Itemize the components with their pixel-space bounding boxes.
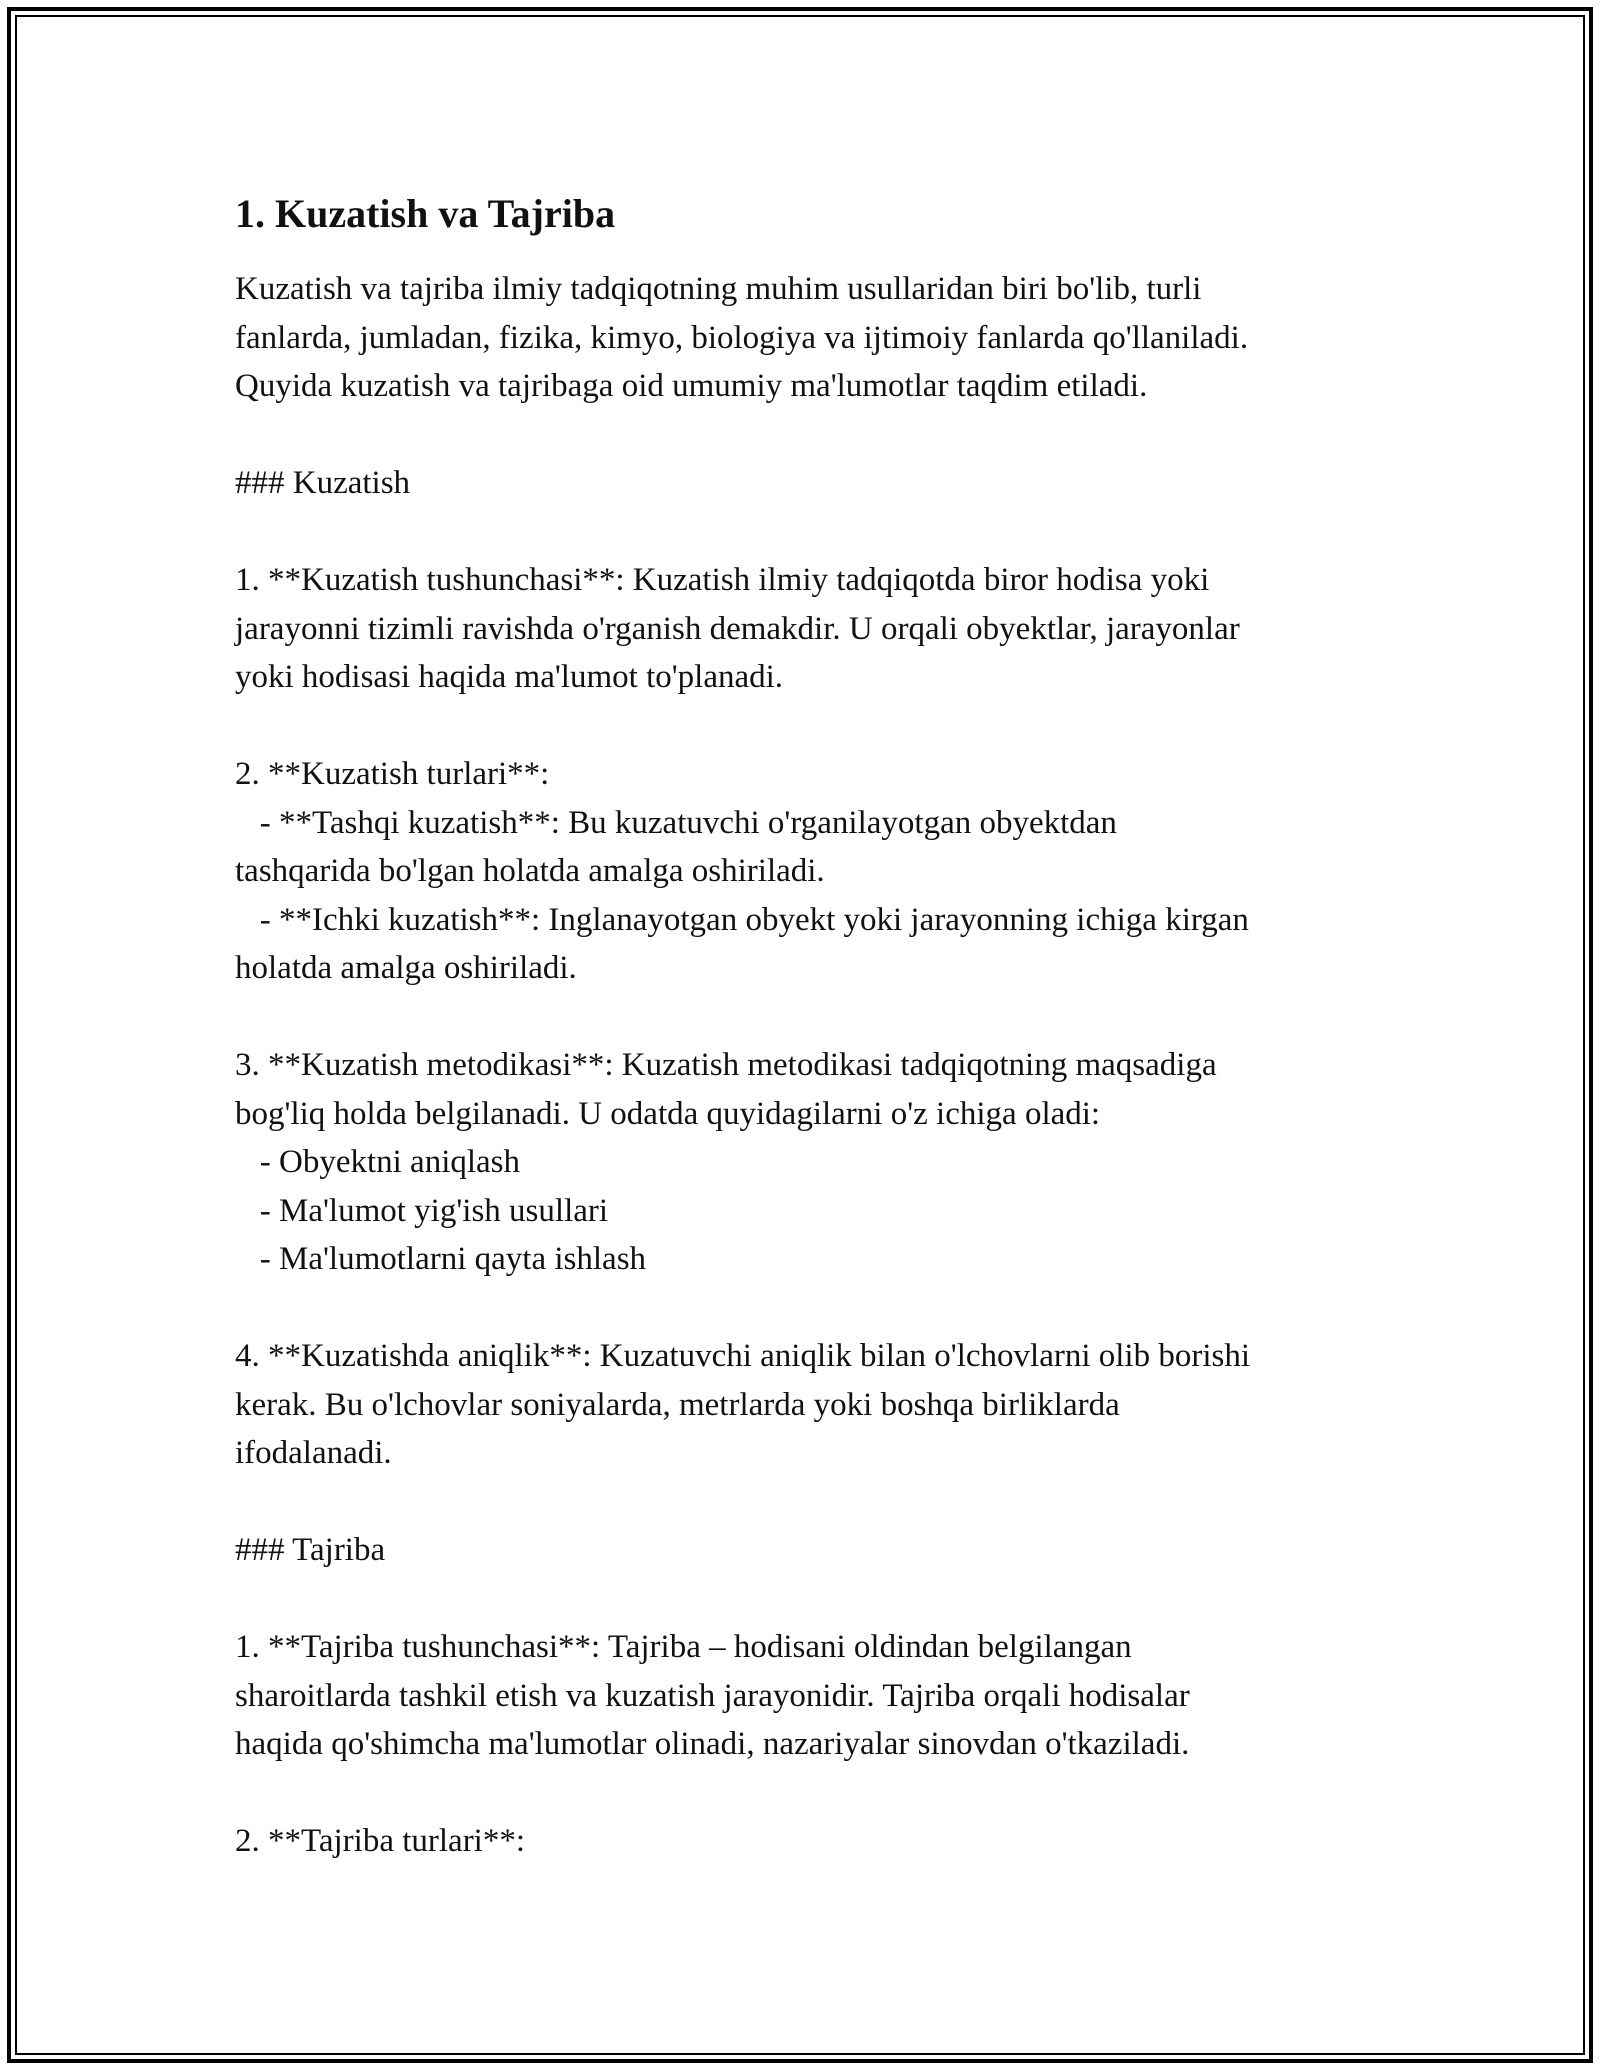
document-title: 1. Kuzatish va Tajriba: [235, 191, 616, 236]
text-line: - **Tashqi kuzatish**: Bu kuzatuvchi o'rganilayotgan obyektdan: [235, 804, 1117, 841]
text-line: Kuzatish va tajriba ilmiy tadqiqotning muhim usullaridan biri bo'lib, turli: [235, 271, 1202, 307]
text-line: 3. **Kuzatish metodikasi**: Kuzatish metodikasi tadqiqotning maqsadiga: [235, 1047, 1217, 1083]
blank-line: [235, 1284, 1375, 1333]
text-line: tashqarida bo'lgan holatda amalga oshiriladi.: [235, 853, 825, 889]
text-line: 2. **Kuzatish turlari**:: [235, 756, 550, 792]
text-line: 2. **Tajriba turlari**:: [235, 1823, 526, 1859]
blank-line: [235, 1769, 1375, 1818]
text-line: fanlarda, jumladan, fizika, kimyo, biologiya va ijtimoiy fanlarda qo'llaniladi.: [235, 319, 1249, 356]
text-line: haqida qo'shimcha ma'lumotlar olinadi, nazariyalar sinovdan o'tkaziladi.: [235, 1726, 1190, 1762]
blank-line: [235, 1575, 1375, 1624]
list-item: - Obyektni aniqlash: [235, 1144, 521, 1180]
text-line: 1. **Tajriba tushunchasi**: Tajriba – hodisani oldindan belgilangan: [235, 1629, 1132, 1665]
text-line: holatda amalga oshiriladi.: [235, 950, 577, 986]
blank-line: [235, 993, 1375, 1042]
section-heading-kuzatish: ### Kuzatish: [235, 465, 411, 501]
text-line: kerak. Bu o'lchovlar soniyalarda, metrlarda yoki boshqa birliklarda: [235, 1386, 1120, 1423]
text-line: ifodalanadi.: [235, 1435, 392, 1471]
text-line: Quyida kuzatish va tajribaga oid umumiy ma'lumotlar taqdim etiladi.: [235, 368, 1148, 404]
text-line: - **Ichki kuzatish**: Inglanayotgan obyekt yoki jarayonning ichiga kirgan: [235, 901, 1249, 938]
blank-line: [235, 1478, 1375, 1527]
document-text: [235, 265, 1375, 1866]
text-line: yoki hodisasi haqida ma'lumot to'planadi.: [235, 659, 784, 695]
text-line: bog'liq holda belgilanadi. U odatda quyidagilarni o'z ichiga oladi:: [235, 1095, 1101, 1132]
text-line: jarayonni tizimli ravishda o'rganish demakdir. U orqali obyektlar, jarayonlar: [235, 610, 1240, 647]
text-line: 4. **Kuzatishda aniqlik**: Kuzatuvchi aniqlik bilan o'lchovlarni olib borishi: [235, 1338, 1251, 1374]
text-line: 1. **Kuzatish tushunchasi**: Kuzatish ilmiy tadqiqotda biror hodisa yoki: [235, 562, 1210, 598]
blank-line: [235, 702, 1375, 751]
text-line: sharoitlarda tashkil etish va kuzatish jarayonidir. Tajriba orqali hodisalar: [235, 1677, 1190, 1714]
document-body: [235, 185, 1375, 1866]
list-item: - Ma'lumot yig'ish usullari: [235, 1192, 609, 1229]
blank-line: [235, 411, 1375, 460]
section-heading-tajriba: ### Tajriba: [235, 1532, 386, 1568]
blank-line: [235, 508, 1375, 557]
list-item: - Ma'lumotlarni qayta ishlash: [235, 1241, 647, 1277]
